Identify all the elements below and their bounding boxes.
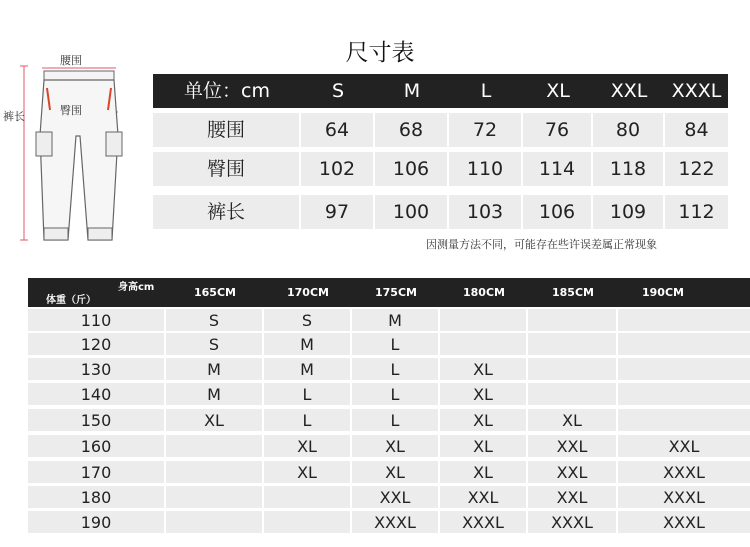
table-cell: L xyxy=(352,409,438,431)
table-row xyxy=(28,511,750,533)
table-cell: XL xyxy=(264,435,350,457)
table-cell: 103 xyxy=(449,195,521,229)
table-cell: M xyxy=(166,383,262,405)
table-cell: XL xyxy=(352,435,438,457)
table-cell xyxy=(528,383,616,405)
table-cell xyxy=(166,461,262,483)
pants-diagram xyxy=(0,40,130,250)
table-cell xyxy=(264,486,350,508)
table-cell: XL xyxy=(440,409,526,431)
table-cell: XXL xyxy=(352,486,438,508)
table-cell: 64 xyxy=(301,113,373,147)
table-cell: S xyxy=(166,333,262,355)
table-cell: XXL xyxy=(528,435,616,457)
table-row xyxy=(28,435,750,457)
table-cell: L xyxy=(352,383,438,405)
weight-cell: 120 xyxy=(28,333,164,355)
weight-cell: 150 xyxy=(28,409,164,431)
left-cargo-pocket xyxy=(36,132,52,156)
table-cell: 100 xyxy=(375,195,447,229)
table-cell: 106 xyxy=(523,195,591,229)
table-cell: 97 xyxy=(301,195,373,229)
table-cell: XL xyxy=(528,409,616,431)
right-cargo-pocket xyxy=(106,132,122,156)
header-height-190: 190CM xyxy=(642,286,684,299)
header-size-xxxl: XXXL xyxy=(671,80,722,102)
table-cell xyxy=(440,333,526,355)
length-label: 裤长 xyxy=(3,110,25,123)
table-cell: S xyxy=(264,309,350,331)
table-cell: XL xyxy=(440,461,526,483)
header-size-m: M xyxy=(403,80,421,102)
table-cell: 114 xyxy=(523,152,591,186)
table-cell: XL xyxy=(352,461,438,483)
weight-cell: 130 xyxy=(28,358,164,380)
weight-cell: 140 xyxy=(28,383,164,405)
weight-cell: 170 xyxy=(28,461,164,483)
table-row xyxy=(28,333,750,355)
size-row-length xyxy=(153,195,728,229)
table-row xyxy=(28,309,750,331)
table-cell: M xyxy=(352,309,438,331)
table-cell: XXL xyxy=(528,461,616,483)
table-cell: XXXL xyxy=(352,511,438,533)
table-cell: XL xyxy=(440,435,526,457)
table-cell: XXL xyxy=(528,486,616,508)
table-cell: 118 xyxy=(593,152,663,186)
table-cell: 106 xyxy=(375,152,447,186)
table-cell: M xyxy=(166,358,262,380)
waist-label: 腰围 xyxy=(60,54,82,67)
table-cell: 102 xyxy=(301,152,373,186)
table-cell: XXXL xyxy=(618,486,750,508)
table-cell xyxy=(618,309,750,331)
row-label: 裤长 xyxy=(153,195,299,229)
table-cell xyxy=(618,409,750,431)
pants-illustration xyxy=(0,40,130,250)
weight-cell: 110 xyxy=(28,309,164,331)
table-cell: S xyxy=(166,309,262,331)
table-cell: XXL xyxy=(618,435,750,457)
table-cell: XL xyxy=(440,383,526,405)
table-row xyxy=(28,383,750,405)
table-cell: XXL xyxy=(440,486,526,508)
weight-cell: 190 xyxy=(28,511,164,533)
table-cell: XL xyxy=(166,409,262,431)
table-cell: XL xyxy=(440,358,526,380)
header-size-s: S xyxy=(331,80,345,102)
header-size-xxl: XXL xyxy=(610,80,648,102)
page-title: 尺寸表 xyxy=(345,40,415,66)
table-row xyxy=(28,409,750,431)
header-height-label: 身高cm xyxy=(118,282,155,293)
table-row xyxy=(28,461,750,483)
table-cell: M xyxy=(264,358,350,380)
table-cell: 112 xyxy=(665,195,728,229)
table-row xyxy=(28,486,750,508)
table-cell xyxy=(528,309,616,331)
header-height-175: 175CM xyxy=(375,286,417,299)
size-table-header xyxy=(153,74,728,108)
table-cell: L xyxy=(352,358,438,380)
row-label: 腰围 xyxy=(153,113,299,147)
table-cell: XXXL xyxy=(528,511,616,533)
table-cell xyxy=(618,358,750,380)
header-height-180: 180CM xyxy=(463,286,505,299)
hip-label: 臀围 xyxy=(60,104,82,117)
table-cell: 72 xyxy=(449,113,521,147)
table-cell: 76 xyxy=(523,113,591,147)
table-cell xyxy=(618,383,750,405)
table-cell xyxy=(528,358,616,380)
table-cell xyxy=(166,511,262,533)
table-cell: 80 xyxy=(593,113,663,147)
header-size-xl: XL xyxy=(546,80,570,102)
table-cell: M xyxy=(264,333,350,355)
table-cell: L xyxy=(264,383,350,405)
table-cell: 122 xyxy=(665,152,728,186)
table-cell xyxy=(528,333,616,355)
table-cell xyxy=(440,309,526,331)
table-cell xyxy=(166,486,262,508)
size-row-waist xyxy=(153,113,728,147)
header-height-185: 185CM xyxy=(552,286,594,299)
table-cell: L xyxy=(352,333,438,355)
table-cell: 109 xyxy=(593,195,663,229)
header-size-l: L xyxy=(480,80,492,102)
size-row-hip xyxy=(153,152,728,186)
table-cell: 68 xyxy=(375,113,447,147)
table-cell xyxy=(618,333,750,355)
header-weight-label: 体重（斤） xyxy=(46,295,96,306)
row-label: 臀围 xyxy=(153,152,299,186)
header-height-165: 165CM xyxy=(194,286,236,299)
table-cell: XXXL xyxy=(618,511,750,533)
table-cell xyxy=(166,435,262,457)
table-cell xyxy=(264,511,350,533)
weight-cell: 160 xyxy=(28,435,164,457)
weight-height-header xyxy=(28,278,750,307)
table-cell: L xyxy=(264,409,350,431)
weight-cell: 180 xyxy=(28,486,164,508)
table-cell: XXXL xyxy=(618,461,750,483)
table-cell: 84 xyxy=(665,113,728,147)
table-cell: XXXL xyxy=(440,511,526,533)
table-cell: XL xyxy=(264,461,350,483)
measurement-note: 因测量方法不同，可能存在些许误差属正常现象 xyxy=(426,238,657,251)
table-row xyxy=(28,358,750,380)
header-height-170: 170CM xyxy=(287,286,329,299)
table-cell: 110 xyxy=(449,152,521,186)
header-unit: 单位：cm xyxy=(184,80,270,102)
